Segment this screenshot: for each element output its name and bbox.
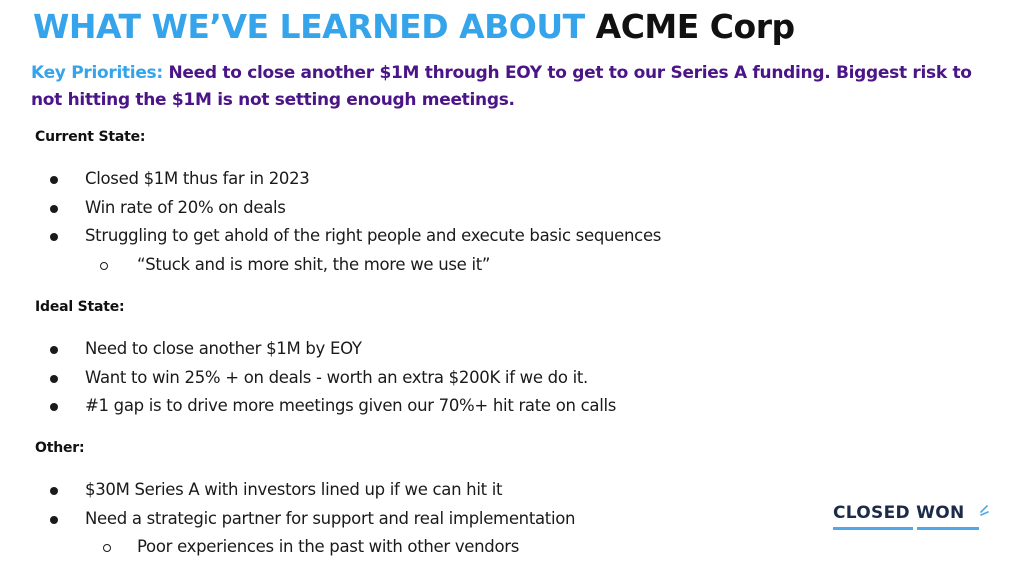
list-item-text: Want to win 25% + on deals - worth an extra $200K if we do it. (85, 367, 588, 387)
logo-text: CLOSED WON (833, 503, 965, 523)
sub-list-item-text: Poor experiences in the past with other vendors (137, 537, 520, 556)
bullet-icon (50, 403, 58, 411)
sub-list-item-text: “Stuck and is more shit, the more we use it” (137, 254, 491, 274)
key-priorities-text: Need to close another $1M through EOY to get to our Series A funding. Biggest risk to not hitting the $1M is not setting enough meetings. (31, 63, 972, 110)
list-item-text: Win rate of 20% on deals (85, 197, 286, 217)
logo-underline (833, 527, 913, 530)
list-item-text: $30M Series A with investors lined up if we can hit it (85, 480, 503, 499)
bullet-icon (50, 346, 58, 354)
bullet-icon (50, 176, 58, 184)
page-title-company: ACME Corp (595, 7, 795, 46)
bullet-icon (50, 375, 58, 383)
page-title (33, 7, 795, 47)
list-item-text: #1 gap is to drive more meetings given our 70%+ hit rate on calls (85, 396, 617, 415)
key-priorities-label: Key Priorities: (31, 63, 163, 83)
key-priorities (31, 60, 991, 114)
hollow-bullet-icon (103, 544, 111, 552)
hollow-bullet-icon (100, 262, 108, 270)
list-item-text: Need to close another $1M by EOY (85, 339, 362, 358)
bullet-icon (50, 516, 58, 524)
section-heading-ideal-state: Ideal State: (35, 299, 125, 315)
list-item-text: Need a strategic partner for support and real implementation (85, 508, 576, 528)
list-item-text: Struggling to get ahold of the right people and execute basic sequences (85, 226, 662, 245)
bullet-icon (50, 205, 58, 213)
section-heading-other: Other: (35, 440, 85, 456)
page-title-prefix: WHAT WE’VE LEARNED ABOUT (33, 7, 585, 46)
bullet-icon (50, 487, 58, 495)
section-heading-current-state: Current State: (35, 129, 146, 145)
bullet-icon (50, 233, 58, 241)
logo-underline (917, 527, 979, 530)
list-item-text: Closed $1M thus far in 2023 (85, 169, 310, 188)
sparkle-icon (979, 504, 989, 518)
closed-won-logo (833, 502, 983, 538)
